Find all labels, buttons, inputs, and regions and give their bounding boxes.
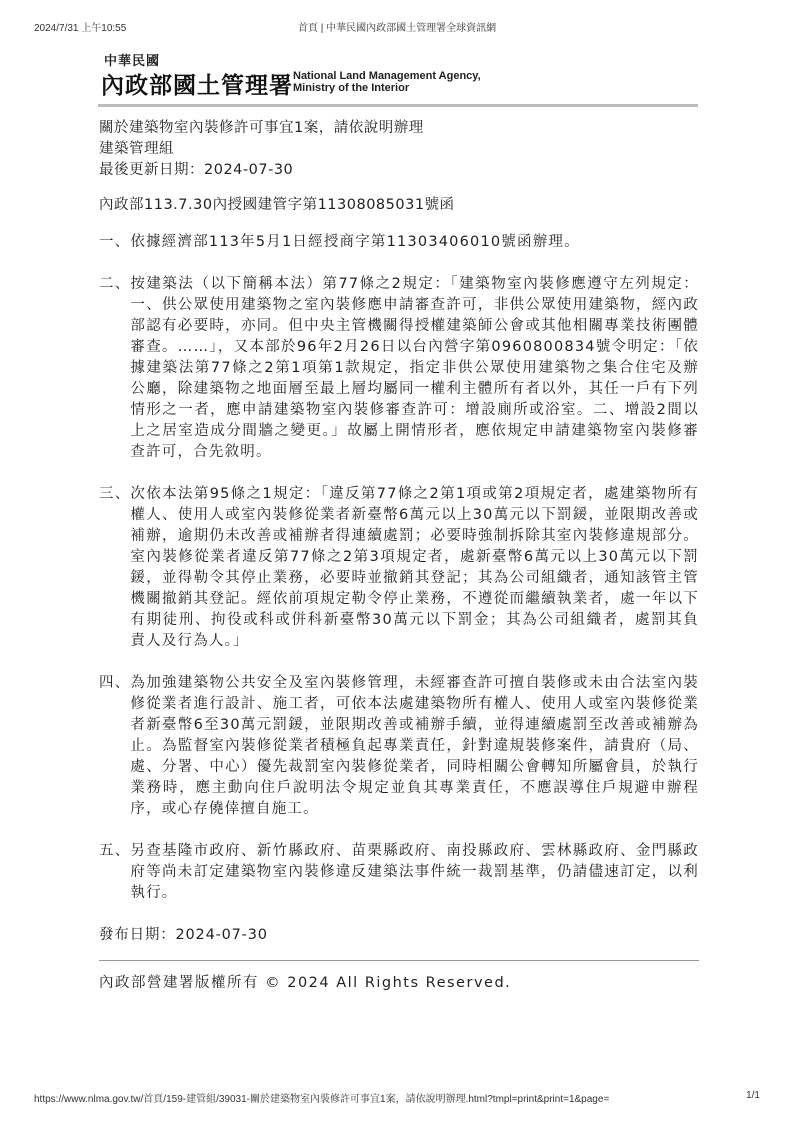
item-number: 三、 [99, 486, 131, 502]
logo-agency-english [293, 70, 481, 94]
list-item [99, 274, 699, 463]
item-text: 按建築法（以下簡稱本法）第77條之2規定：「建築物室內裝修應遵守左列規定：一、供公眾使用建築物之室內裝修應申請審查許可，非供公眾使用建築物，經內政部認有必要時，亦同。但中央主管機關得授權建築師公會或其他相關專業技術團體審查。……」，又本部於96年2月26日以台內營字第0960800834號令明定：「依據建築法第77條之2第1項第1款規定，指定非供公眾使用建築物之集合住宅及辦公廳，除建築物之地面層至最上層均屬同一權利主體所有者以外，其任一戶有下列情形之一者，應申請建築物室內裝修審查許可：增設廁所或浴室。二、增設2間以上之居室造成分間牆之變更。」故屬上開情形者，應依規定申請建築物室內裝修審查許可，合先敘明。 [130, 276, 699, 460]
item-number: 四、 [99, 675, 131, 691]
copyright-notice: 內政部營建署版權所有 © 2024 All Rights Reserved. [99, 975, 512, 991]
print-url: https://www.nlma.gov.tw/首頁/159-建管組/39031-關於建築物室內裝修許可事宜1案，請依說明辦理.html?tmpl=print&print=1&page= [34, 1094, 610, 1105]
list-item [99, 841, 699, 904]
item-number: 一、 [99, 234, 131, 250]
item-text: 依據經濟部113年5月1日經授商字第11303406010號函辦理。 [130, 234, 580, 250]
print-timestamp: 2024/7/31 上午10:55 [34, 23, 127, 34]
publish-date: 發布日期：2024-07-30 [99, 927, 268, 943]
document-reference: 內政部113.7.30內授國建管字第11308085031號函 [99, 197, 455, 213]
item-number: 二、 [99, 276, 131, 292]
logo-agency-name: 內政部國土管理署 [101, 73, 293, 99]
header-divider [98, 104, 698, 107]
print-header [34, 19, 760, 33]
print-page-title: 首頁 | 中華民國內政部國土管理署全球資訊網 [297, 23, 497, 34]
list-item [99, 484, 699, 652]
article [99, 118, 699, 994]
logo-country: 中華民國 [104, 54, 161, 69]
print-footer [34, 1090, 760, 1104]
item-text: 為加強建築物公共安全及室內裝修管理，未經審查許可擅自裝修或未由合法室內裝修從業者進行設計、施工者，可依本法處建築物所有權人、使用人或室內裝修從業者新臺幣6至30萬元罰鍰，並限期改善或補辦手續，並得連續處罰至改善或補辦為止。為監督室內裝修從業者積極負起專業責任，針對違規裝修案件，請貴府（局、處、分署、中心）優先裁罰室內裝修從業者，同時相關公會轉知所屬會員，於執行業務時，應主動向住戶說明法令規定並負其專業責任，不應誤導住戶規避申辦程序，或心存僥倖擅自施工。 [130, 675, 699, 817]
print-page-number: 1/1 [746, 1090, 760, 1101]
article-unit: 建築管理組 [99, 141, 174, 157]
article-meta [99, 118, 699, 181]
logo-english-line-1: National Land Management Agency, [293, 70, 481, 82]
article-title: 關於建築物室內裝修許可事宜1案，請依說明辦理 [99, 120, 424, 136]
item-number: 五、 [99, 843, 131, 859]
last-updated: 最後更新日期：2024-07-30 [99, 162, 294, 178]
footer-divider [99, 960, 699, 961]
item-text: 另查基隆市政府、新竹縣政府、苗栗縣政府、南投縣政府、雲林縣政府、金門縣政府等尚未訂定建築物室內裝修違反建築法事件統一裁罰基準，仍請儘速訂定，以利執行。 [130, 843, 699, 901]
logo-english-line-2: Ministry of the Interior [293, 82, 410, 94]
article-items [99, 232, 699, 904]
list-item [99, 232, 699, 253]
list-item [99, 673, 699, 820]
item-text: 次依本法第95條之1規定：「違反第77條之2第1項或第2項規定者，處建築物所有權人、使用人或室內裝修從業者新臺幣6萬元以上30萬元以下罰鍰，並限期改善或補辦，逾期仍未改善或補辦者得連續處罰；必要時強制拆除其室內裝修違規部分。室內裝修從業者違反第77條之2第3項規定者，處新臺幣6萬元以上30萬元以下罰鍰，並得勒令其停止業務，必要時並撤銷其登記；其為公司組織者，通知該管主管機關撤銷其登記。經依前項規定勒令停止業務，不遵從而繼續執業者，處一年以下有期徒刑、拘役或科或併科新臺幣30萬元以下罰金；其為公司組織者，處罰其負責人及行為人。」 [130, 486, 699, 649]
agency-logo[interactable] [101, 50, 521, 98]
